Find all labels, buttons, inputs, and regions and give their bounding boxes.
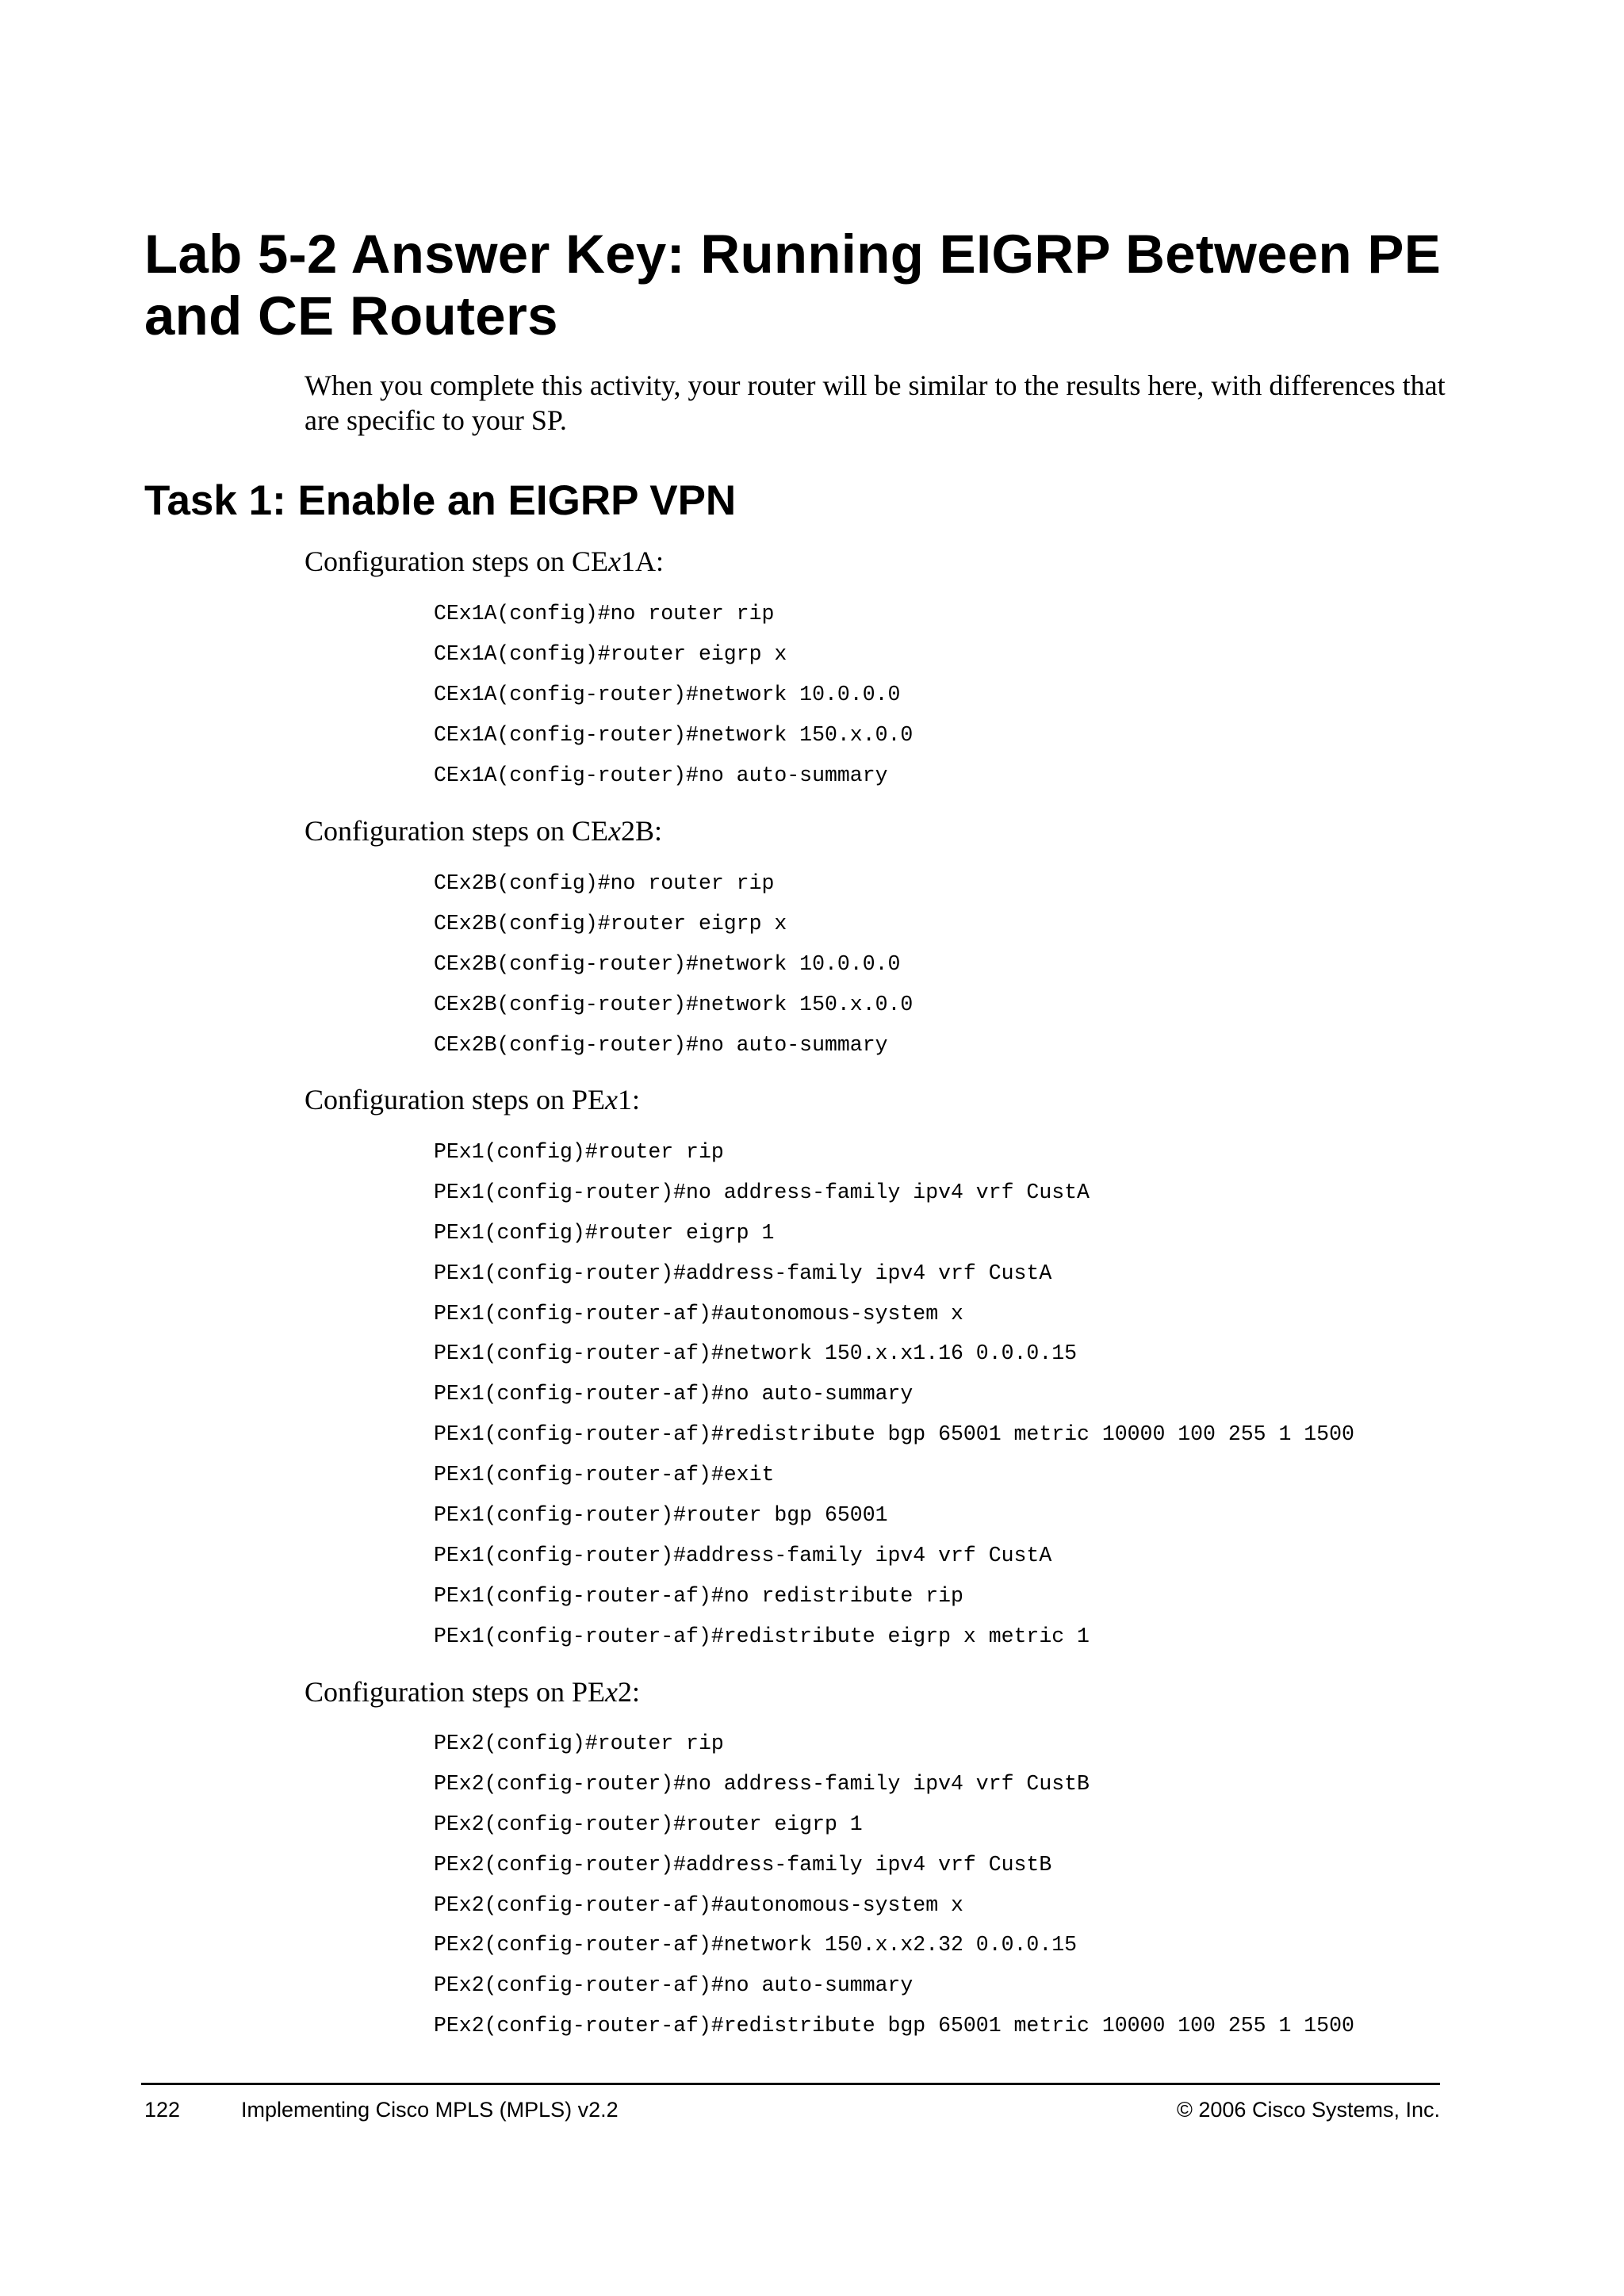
label-prefix: Configuration steps on PE [304, 1084, 605, 1115]
code-line: CEx1A(config-router)#no auto-summary [434, 763, 888, 787]
code-line: PEx1(config-router-af)#redistribute bgp 65001 metric 10000 100 255 1 1500 [434, 1422, 1354, 1447]
code-line: PEx1(config-router)#no address-family ipv4 vrf CustA [434, 1180, 1090, 1204]
label-variable: x [607, 545, 621, 577]
code-line: PEx1(config-router-af)#network 150.x.x1.16 0.0.0.15 [434, 1341, 1078, 1366]
label-prefix: Configuration steps on CE [304, 815, 608, 847]
footer-divider [141, 2083, 1440, 2085]
code-line: PEx1(config)#router rip [434, 1140, 724, 1164]
intro-paragraph: When you complete this activity, your router will be similar to the results here, with differences that are specific to your SP. [304, 369, 1446, 436]
code-line: PEx2(config-router-af)#autonomous-system x [434, 1892, 963, 1917]
code-block-pex1 [434, 1132, 1354, 1657]
code-line: PEx2(config-router)#no address-family ipv4 vrf CustB [434, 1771, 1090, 1796]
label-suffix: 2B: [620, 815, 662, 847]
footer-copyright: © 2006 Cisco Systems, Inc. [1176, 2098, 1440, 2122]
code-line: PEx1(config-router)#router bgp 65001 [434, 1503, 888, 1528]
code-line: CEx2B(config-router)#network 10.0.0.0 [434, 951, 901, 976]
label-suffix: 1: [617, 1084, 640, 1115]
code-line: CEx1A(config-router)#network 150.x.0.0 [434, 722, 914, 747]
task-heading: Task 1: Enable an EIGRP VPN [144, 477, 737, 524]
code-line: PEx1(config-router-af)#autonomous-system x [434, 1301, 963, 1326]
label-prefix: Configuration steps on CE [304, 545, 608, 577]
code-block-cex1a [434, 594, 913, 795]
code-line: PEx1(config-router-af)#no redistribute rip [434, 1583, 963, 1608]
code-line: PEx1(config-router-af)#no auto-summary [434, 1382, 914, 1406]
code-block-pex2 [434, 1724, 1354, 2046]
label-variable: x [607, 815, 621, 847]
code-line: PEx2(config-router-af)#network 150.x.x2.32 0.0.0.15 [434, 1933, 1078, 1957]
code-line: CEx1A(config-router)#network 10.0.0.0 [434, 682, 901, 706]
code-line: PEx1(config-router-af)#redistribute eigrp x metric 1 [434, 1624, 1090, 1648]
label-variable: x [604, 1084, 618, 1115]
code-line: CEx2B(config-router)#network 150.x.0.0 [434, 992, 914, 1016]
label-variable: x [604, 1676, 618, 1708]
code-line: PEx1(config-router)#address-family ipv4 vrf CustA [434, 1543, 1052, 1567]
code-line: CEx1A(config)#router eigrp x [434, 641, 787, 666]
section-label-cex2b [304, 813, 662, 848]
code-line: PEx2(config-router-af)#no auto-summary [434, 1973, 914, 1998]
code-line: CEx1A(config)#no router rip [434, 602, 775, 626]
page-title: Lab 5-2 Answer Key: Running EIGRP Between PE and CE Routers [144, 224, 1442, 346]
section-label-pex2 [304, 1674, 640, 1709]
code-line: CEx2B(config)#no router rip [434, 871, 775, 895]
code-line: PEx1(config-router)#address-family ipv4 vrf CustA [434, 1261, 1052, 1285]
label-suffix: 1A: [620, 545, 664, 577]
section-label-pex1 [304, 1082, 640, 1117]
code-line: PEx2(config)#router rip [434, 1732, 724, 1755]
footer-page-number: 122 [144, 2098, 181, 2122]
footer-course-title: Implementing Cisco MPLS (MPLS) v2.2 [241, 2098, 619, 2122]
code-line: CEx2B(config-router)#no auto-summary [434, 1032, 888, 1057]
code-line: PEx1(config-router-af)#exit [434, 1463, 775, 1487]
code-line: PEx2(config-router)#address-family ipv4 vrf CustB [434, 1852, 1052, 1877]
code-line: PEx2(config-router)#router eigrp 1 [434, 1812, 863, 1836]
code-line: CEx2B(config)#router eigrp x [434, 911, 787, 936]
label-suffix: 2: [617, 1676, 640, 1708]
code-block-cex2b [434, 863, 913, 1065]
section-label-cex1a [304, 544, 664, 579]
label-prefix: Configuration steps on PE [304, 1676, 605, 1708]
code-line: PEx2(config-router-af)#redistribute bgp 65001 metric 10000 100 255 1 1500 [434, 2014, 1354, 2038]
code-line: PEx1(config)#router eigrp 1 [434, 1220, 775, 1245]
